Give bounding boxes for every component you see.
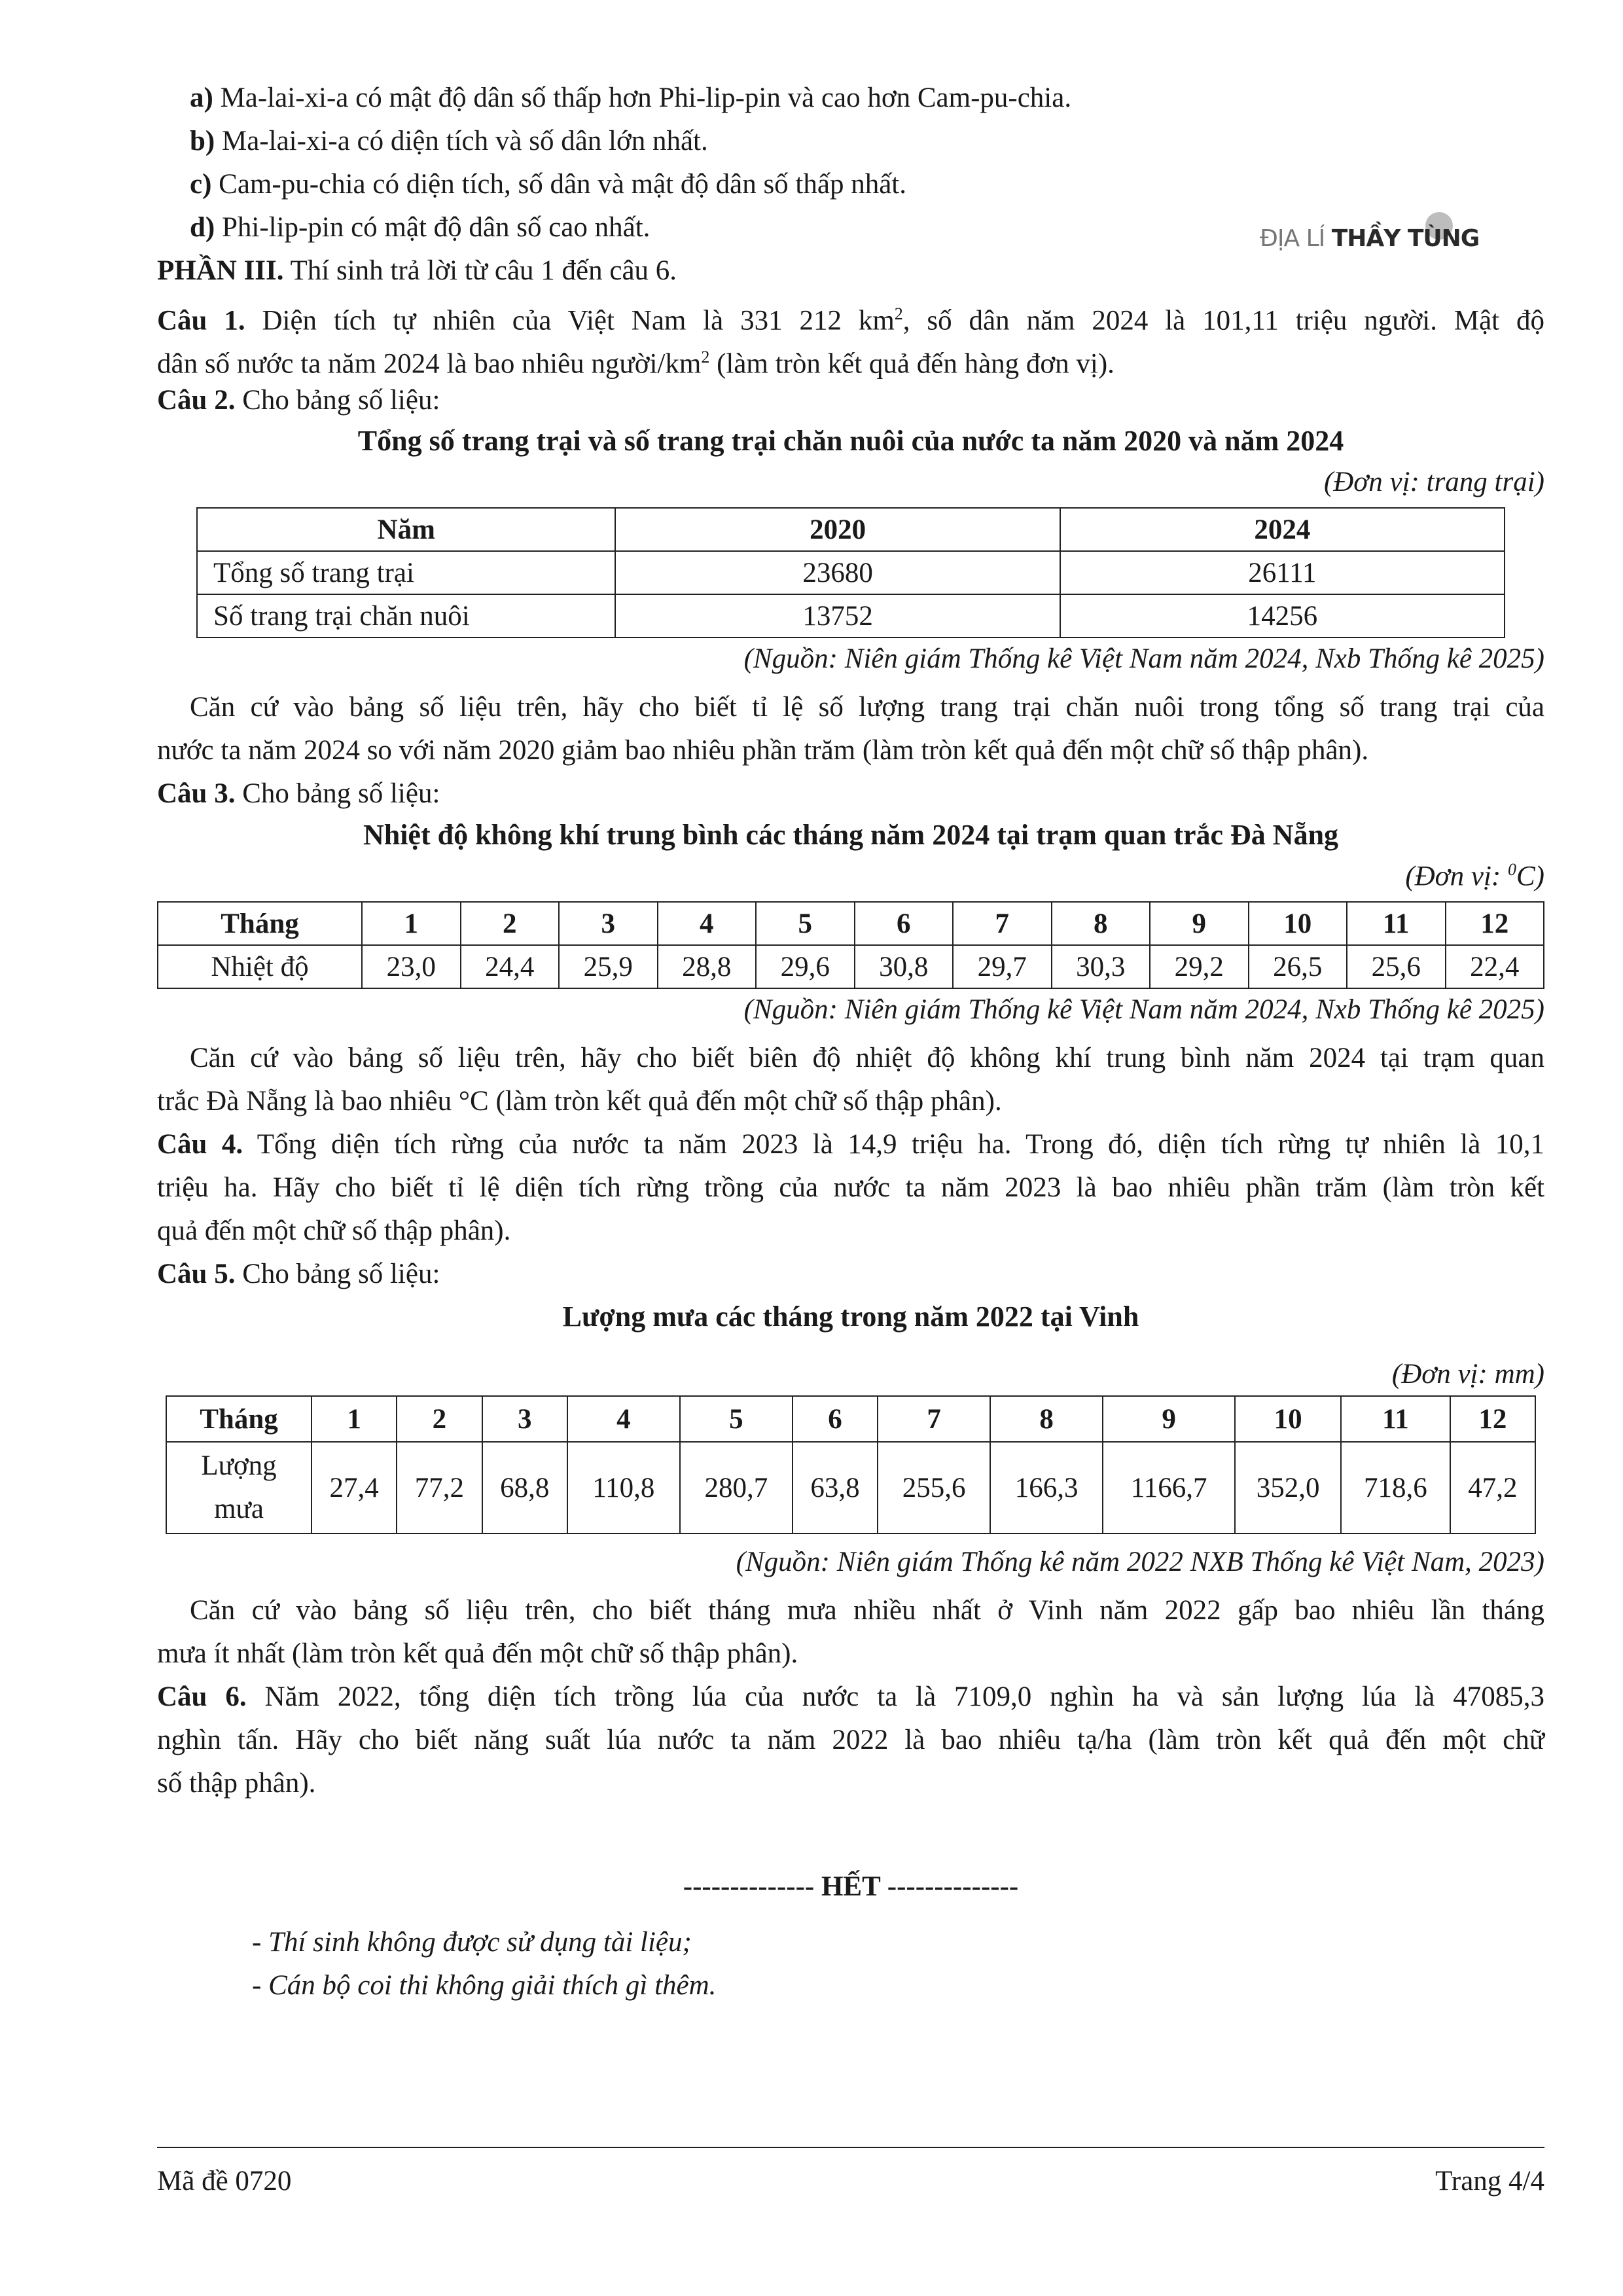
q5-source: (Nguồn: Niên giám Thống kê năm 2022 NXB Thống kê Việt Nam, 2023) <box>736 1547 1544 1577</box>
table-header-cell: Năm <box>197 508 615 551</box>
table-cell: 718,6 <box>1341 1442 1450 1534</box>
table-header-row <box>197 508 1505 551</box>
table-row <box>197 551 1505 594</box>
q5-table <box>166 1395 1536 1534</box>
table-cell: 280,7 <box>680 1442 793 1534</box>
q2-table-title: Tổng số trang trại và số trang trại chăn nuôi của nước ta năm 2020 và năm 2024 <box>357 425 1344 457</box>
table-cell: 14256 <box>1060 594 1505 637</box>
table-cell: 30,3 <box>1052 945 1150 988</box>
table-cell: 13752 <box>615 594 1060 637</box>
option-d: d) Phi-lip-pin có mật độ dân số cao nhất. <box>190 212 651 243</box>
q5-unit: (Đơn vị: mm) <box>1391 1359 1544 1390</box>
table-cell: 47,2 <box>1450 1442 1535 1534</box>
table-cell: 30,8 <box>855 945 954 988</box>
brand-logo <box>1260 211 1480 263</box>
q3-table-title: Nhiệt độ không khí trung bình các tháng năm 2024 tại trạm quan trắc Đà Nẵng <box>363 819 1339 851</box>
q2-question-line-2: nước ta năm 2024 so với năm 2020 giảm bao nhiêu phần trăm (làm tròn kết quả đến một chữ số thập phân). <box>157 735 1369 766</box>
q3-unit: (Đơn vị: $^0$C) <box>1405 860 1544 892</box>
table-header-cell: 10 <box>1249 902 1347 945</box>
q2-intro: Câu 2. Cho bảng số liệu: <box>157 385 440 416</box>
q4-line-2: triệu ha. Hãy cho biết tỉ lệ diện tích rừng trồng của nước ta năm 2023 là bao nhiêu phần trăm (làm tròn kết <box>157 1172 1544 1203</box>
q6-line-3: số thập phân). <box>157 1768 316 1799</box>
table-cell: 25,6 <box>1347 945 1446 988</box>
table-header-cell: 5 <box>680 1396 793 1442</box>
table-header-cell: 2 <box>461 902 560 945</box>
q5-question-line-2: mưa ít nhất (làm tròn kết quả đến một chữ số thập phân). <box>157 1638 798 1669</box>
table-header-cell: 8 <box>990 1396 1103 1442</box>
table-cell: 63,8 <box>793 1442 878 1534</box>
q5-intro: Câu 5. Cho bảng số liệu: <box>157 1259 440 1289</box>
table-cell: 352,0 <box>1235 1442 1341 1534</box>
option-c: c) Cam-pu-chia có diện tích, số dân và mật độ dân số thấp nhất. <box>190 169 906 200</box>
table-header-cell: 5 <box>756 902 855 945</box>
table-cell: 29,7 <box>953 945 1052 988</box>
table-header-cell: 6 <box>793 1396 878 1442</box>
table-cell: 26111 <box>1060 551 1505 594</box>
q2-table <box>196 507 1505 638</box>
table-cell: 23680 <box>615 551 1060 594</box>
table-cell: 23,0 <box>362 945 461 988</box>
q3-table <box>157 901 1544 989</box>
q2-source: (Nguồn: Niên giám Thống kê Việt Nam năm 2024, Nxb Thống kê 2025) <box>743 643 1544 674</box>
table-cell: 22,4 <box>1446 945 1544 988</box>
table-header-cell: 9 <box>1150 902 1249 945</box>
q5-table-title: Lượng mưa các tháng trong năm 2022 tại Vinh <box>562 1300 1139 1333</box>
table-cell: 68,8 <box>482 1442 567 1534</box>
table-cell: 28,8 <box>658 945 757 988</box>
q5-question-line-1: Căn cứ vào bảng số liệu trên, cho biết tháng mưa nhiều nhất ở Vinh năm 2022 gấp bao nhiêu lần tháng <box>190 1595 1544 1626</box>
table-cell: 1166,7 <box>1103 1442 1235 1534</box>
q6-line-2: nghìn tấn. Hãy cho biết năng suất lúa nước ta năm 2022 là bao nhiêu tạ/ha (làm tròn kết quả đến một chữ <box>157 1725 1544 1755</box>
q1-line-2: dân số nước ta năm 2024 là bao nhiêu người/$km^2$ (làm tròn kết quả đến hàng đơn vị). <box>157 348 1115 380</box>
q3-source: (Nguồn: Niên giám Thống kê Việt Nam năm 2024, Nxb Thống kê 2025) <box>743 994 1544 1025</box>
table-cell: 27,4 <box>312 1442 397 1534</box>
table-cell: 29,6 <box>756 945 855 988</box>
table-header-cell: 12 <box>1450 1396 1535 1442</box>
table-header-cell: 2020 <box>615 508 1060 551</box>
table-cell: 255,6 <box>878 1442 990 1534</box>
table-header-cell: 8 <box>1052 902 1150 945</box>
q3-question-line-2: trắc Đà Nẵng là bao nhiêu °C (làm tròn kết quả đến một chữ số thập phân). <box>157 1086 1002 1117</box>
table-header-row <box>158 902 1544 945</box>
table-header-cell: 2 <box>397 1396 482 1442</box>
table-header-cell: 11 <box>1347 902 1446 945</box>
table-header-cell: 4 <box>567 1396 680 1442</box>
q6-line-1: Câu 6. Năm 2022, tổng diện tích trồng lúa của nước ta là 7109,0 nghìn ha và sản lượng lúa là 47085,3 <box>157 1681 1544 1712</box>
q3-question-line-1: Căn cứ vào bảng số liệu trên, hãy cho biết biên độ nhiệt độ không khí trung bình năm 2024 tại trạm quan <box>190 1043 1544 1073</box>
table-header-cell: 1 <box>362 902 461 945</box>
table-row <box>158 945 1544 988</box>
end-marker: -------------- HẾT -------------- <box>683 1871 1019 1902</box>
table-header-cell: 7 <box>953 902 1052 945</box>
table-cell: 77,2 <box>397 1442 482 1534</box>
table-header-cell: 3 <box>482 1396 567 1442</box>
table-header-cell: 6 <box>855 902 954 945</box>
note-1: - Thí sinh không được sử dụng tài liệu; <box>252 1927 692 1958</box>
table-cell: 26,5 <box>1249 945 1347 988</box>
table-cell: Lượng mưa <box>166 1442 312 1534</box>
table-header-cell: 1 <box>312 1396 397 1442</box>
table-header-cell: 4 <box>658 902 757 945</box>
table-header-cell: 10 <box>1235 1396 1341 1442</box>
table-header-cell: 3 <box>559 902 658 945</box>
table-cell: Số trang trại chăn nuôi <box>197 594 615 637</box>
q2-unit: (Đơn vị: trang trại) <box>1323 467 1544 497</box>
table-header-cell: Tháng <box>166 1396 312 1442</box>
page-number: Trang 4/4 <box>1435 2166 1544 2197</box>
note-2: - Cán bộ coi thi không giải thích gì thêm. <box>252 1970 717 2001</box>
q3-intro: Câu 3. Cho bảng số liệu: <box>157 778 440 809</box>
table-header-cell: 2024 <box>1060 508 1505 551</box>
table-cell: 110,8 <box>567 1442 680 1534</box>
table-cell: 25,9 <box>559 945 658 988</box>
logo-text: ĐỊA LÍ THẦY TÙNG <box>1260 225 1480 252</box>
q4-line-1: Câu 4. Tổng diện tích rừng của nước ta năm 2023 là 14,9 triệu ha. Trong đó, diện tích rừng tự nhiên là 10,1 <box>157 1129 1544 1160</box>
table-header-cell: 11 <box>1341 1396 1450 1442</box>
table-cell: Nhiệt độ <box>158 945 362 988</box>
table-cell: 24,4 <box>461 945 560 988</box>
exam-code: Mã đề 0720 <box>157 2166 292 2197</box>
part-heading: PHẦN III. Thí sinh trả lời từ câu 1 đến câu 6. <box>157 255 677 286</box>
table-row <box>197 594 1505 637</box>
table-cell: Tổng số trang trại <box>197 551 615 594</box>
footer-divider <box>157 2147 1544 2148</box>
table-cell: 29,2 <box>1150 945 1249 988</box>
table-header-cell: 7 <box>878 1396 990 1442</box>
table-row <box>166 1442 1535 1534</box>
option-b: b) Ma-lai-xi-a có diện tích và số dân lớn nhất. <box>190 126 708 156</box>
table-cell: 166,3 <box>990 1442 1103 1534</box>
option-a: a) Ma-lai-xi-a có mật độ dân số thấp hơn Phi-lip-pin và cao hơn Cam-pu-chia. <box>190 82 1072 113</box>
table-header-row <box>166 1396 1535 1442</box>
q2-question-line-1: Căn cứ vào bảng số liệu trên, hãy cho biết tỉ lệ số lượng trang trại chăn nuôi trong tổng số trang trại của <box>190 692 1544 723</box>
q4-line-3: quả đến một chữ số thập phân). <box>157 1215 511 1246</box>
q1-line-1: Câu 1. Diện tích tự nhiên của Việt Nam là 331 212 $km^2$, số dân năm 2024 là 101,11 triệu người. Mật độ <box>157 304 1544 336</box>
table-header-cell: 12 <box>1446 902 1544 945</box>
table-header-cell: 9 <box>1103 1396 1235 1442</box>
table-header-cell: Tháng <box>158 902 362 945</box>
